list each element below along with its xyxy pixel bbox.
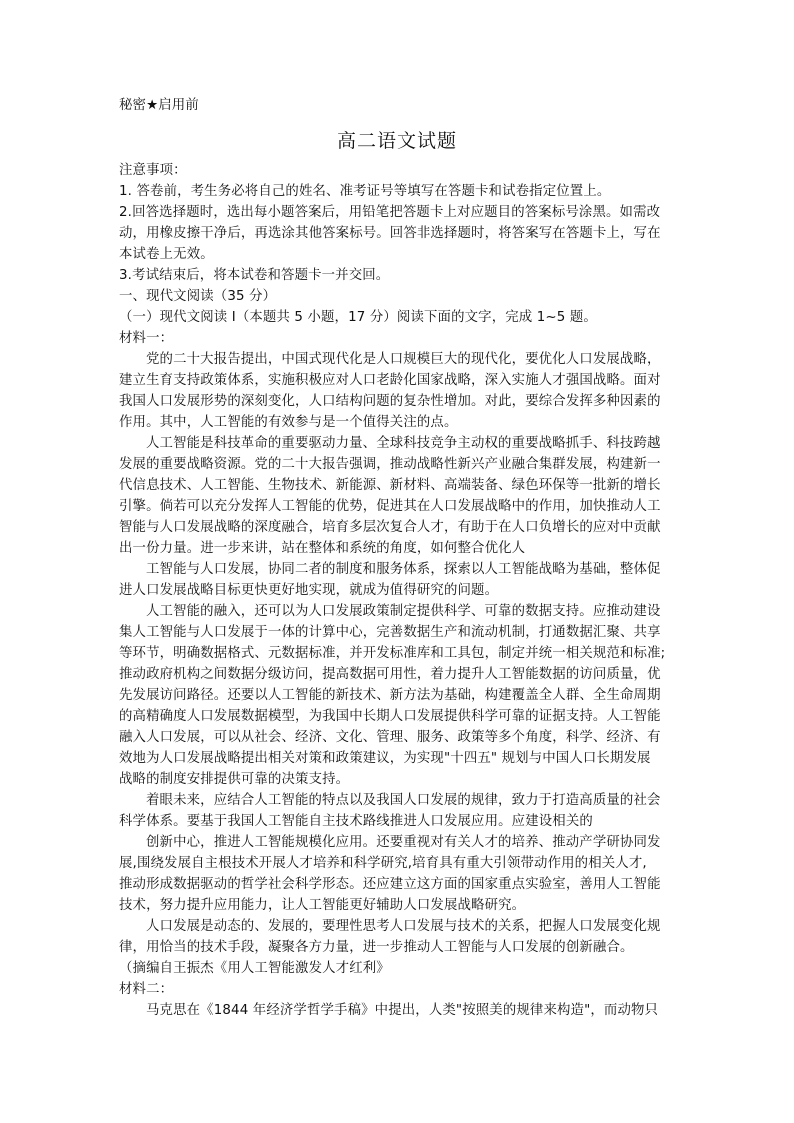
text-line: 推动政府机构之间数据分级访问，提高数据可用性，着力提升人工智能数据的访问质量，优 xyxy=(119,667,661,682)
text-line: 等环节，明确数据格式、元数据标准，并开发标准库和工具包，制定并统一相关规范和标准; xyxy=(119,646,666,661)
text-line: 融入人口发展，可以从社会、经济、文化、管理、服务、政策等多个角度，科学、经济、有 xyxy=(119,730,661,745)
text-line: 的高精确度人口发展数据模型，为我国中长期人口发展提供科学可靠的证据支持。人工智能 xyxy=(119,709,661,724)
instructions-heading: 注意事项： xyxy=(119,163,187,178)
text-line: 技术，努力提升应用能力，让人工智能更好辅助人口发展战略研究。 xyxy=(119,898,526,913)
text-line: 集人工智能与人口发展于一体的计算中心，完善数据生产和流动机制，打通数据汇聚、共享 xyxy=(119,625,661,640)
text-line: 战略的制度安排提供可靠的决策支持。 xyxy=(119,772,350,787)
material2-label: 材料二： xyxy=(119,982,174,997)
text-line: 工智能与人口发展，协同二者的制度和服务体系，探索以人工智能战略为基础，整体促 xyxy=(146,562,661,577)
text-line: 引擎。倘若可以充分发挥人工智能的优势，促进其在人口发展战略中的作用，加快推动人工 xyxy=(119,499,661,514)
text-line: 先发展访问路径。还要以人工智能的新技术、新方法为基础，构建覆盖全人群、全生命周期 xyxy=(119,688,661,703)
text-line: 人口发展是动态的、发展的，要理性思考人口发展与技术的关系，把握人口发展变化规 xyxy=(146,919,661,934)
text-line: 人工智能的融入，还可以为人口发展政策制定提供科学、可靠的数据支持。应推动建设 xyxy=(146,604,661,619)
material1-label: 材料一： xyxy=(119,331,174,346)
section-heading: 一、现代文阅读（35 分） xyxy=(119,289,277,304)
text-line: 建立生育支持政策体系，实施积极应对人口老龄化国家战略，深入实施人才强国战略。面对 xyxy=(119,373,661,388)
text-line: 推动形成数据驱动的哲学社会科学形态。还应建立这方面的国家重点实验室，善用人工智能 xyxy=(119,877,661,892)
text-line: 创新中心，推进人工智能规模化应用。还要重视对有关人才的培养、推动产学研协同发 xyxy=(146,835,661,850)
text-line: 着眼未来，应结合人工智能的特点以及我国人口发展的规律，致力于打造高质量的社会 xyxy=(146,793,661,808)
page-title: 高二语文试题 xyxy=(336,130,457,152)
instruction-line: 2.回答选择题时，选出每小题答案后，用铅笔把答题卡上对应题目的答案标号涂黑。如需改 xyxy=(119,205,661,220)
text-line: 效地为人口发展战略提出相关对策和政策建议，为实现"十四五" 规划与中国人口长期发展 xyxy=(119,751,651,766)
text-line: 我国人口发展形势的深刻变化，人口结构问题的复杂性增加。对此，要综合发挥多种因素的 xyxy=(119,394,661,409)
text-line: 智能与人口发展战略的深度融合，培育多层次复合人才，有助于在人口负增长的应对中贡献 xyxy=(119,520,661,535)
text-line: 马克思在《1844 年经济学哲学手稿》中提出，人类"按照美的规律来构造"，而动物只 xyxy=(146,1003,659,1018)
instruction-line: 1. 答卷前，考生务必将自己的姓名、准考证号等填写在答题卡和试卷指定位置上。 xyxy=(119,184,611,199)
text-line: 代信息技术、人工智能、生物技术、新能源、新材料、高端装备、绿色环保等一批新的增长 xyxy=(119,478,661,493)
text-line: 出一份力量。进一步来讲，站在整体和系统的角度，如何整合优化人 xyxy=(119,541,526,556)
instruction-line: 动，用橡皮擦干净后，再选涂其他答案标号。回答非选择题时，将答案写在答题卡上，写在 xyxy=(119,226,661,241)
section-subheading: （一）现代文阅读 I（本题共 5 小题，17 分）阅读下面的文字，完成 1~5 题。 xyxy=(119,310,597,325)
instruction-line: 本试卷上无效。 xyxy=(119,247,214,262)
text-line: 展,围绕发展自主根技术开展人才培养和科学研究,培育具有重大引领带动作用的相关人才, xyxy=(119,856,647,871)
text-line: 党的二十大报告提出，中国式现代化是人口规模巨大的现代化，要优化人口发展战略， xyxy=(146,352,661,367)
text-line: 进人口发展战略目标更快更好地实现，就成为值得研究的问题。 xyxy=(119,583,499,598)
text-line: 律，用恰当的技术手段，凝聚各方力量，进一步推动人工智能与人口发展的创新融合。 xyxy=(119,940,634,955)
text-line: 科学体系。要基于我国人工智能自主技术路线推进人口发展应用。应建设相关的 xyxy=(119,814,593,829)
instruction-line: 3.考试结束后，将本试卷和答题卡一并交回。 xyxy=(119,268,390,283)
text-line: 发展的重要战略资源。党的二十大报告强调，推动战略性新兴产业融合集群发展，构建新一 xyxy=(119,457,661,472)
text-line: 人工智能是科技革命的重要驱动力量、全球科技竞争主动权的重要战略抓手、科技跨越 xyxy=(146,436,661,451)
source-citation: （摘编自王振杰《用人工智能激发人才红利》 xyxy=(119,961,390,976)
text-line: 作用。其中，人工智能的有效参与是一个值得关注的点。 xyxy=(119,415,458,430)
classification-mark: 秘密★启用前 xyxy=(119,98,199,113)
